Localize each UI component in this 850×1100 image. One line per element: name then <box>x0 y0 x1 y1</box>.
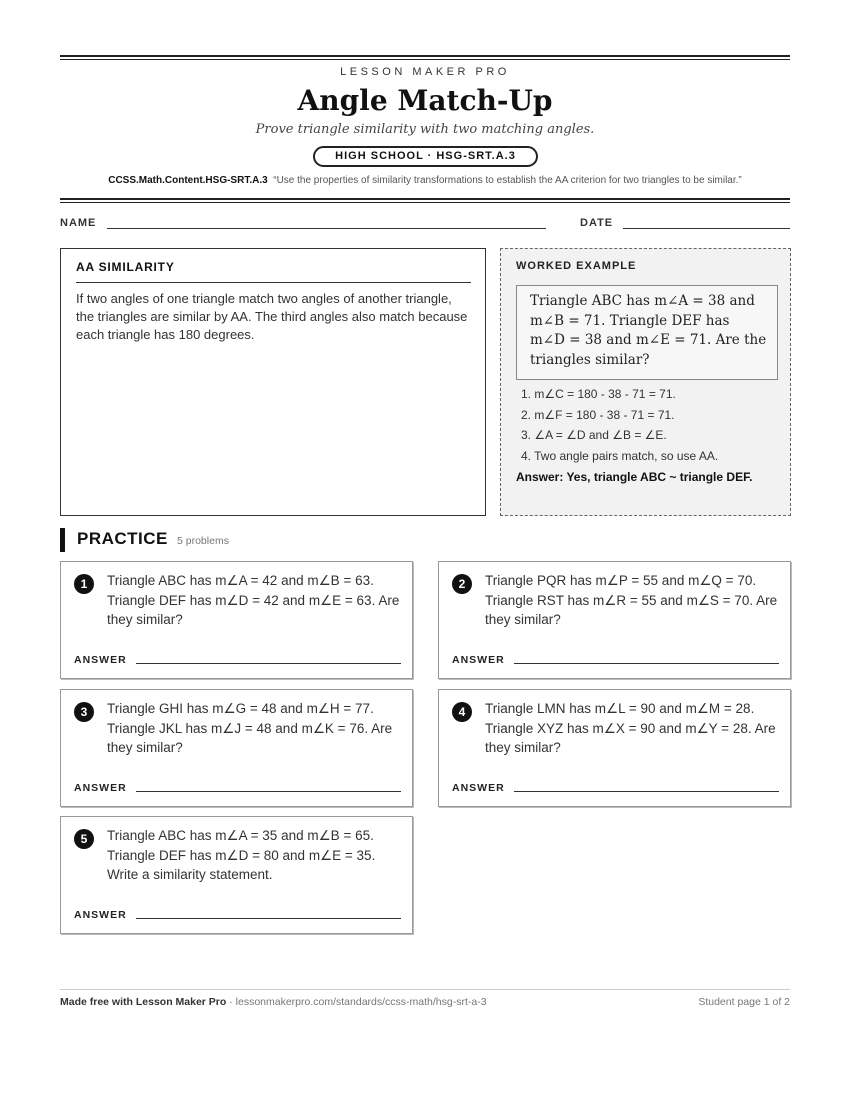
name-field[interactable] <box>107 228 546 229</box>
concept-title: AA SIMILARITY <box>76 260 175 274</box>
footer-made-with: Made free with Lesson Maker Pro <box>60 996 227 1008</box>
practice-card-4 <box>438 689 791 807</box>
answer-label: ANSWER <box>74 782 127 794</box>
level-badge: HIGH SCHOOL · HSG-SRT.A.3 <box>313 146 538 167</box>
worked-step: 1. m∠C = 180 - 38 - 71 = 71. <box>521 387 676 401</box>
answer-label: ANSWER <box>452 654 505 666</box>
problem-text: Triangle LMN has m∠L = 90 and m∠M = 28. Triangle XYZ has m∠X = 90 and m∠Y = 28. Are they similar? <box>485 701 776 755</box>
standard-line <box>0 175 850 186</box>
practice-card-2 <box>438 561 791 679</box>
worked-step: 4. Two angle pairs match, so use AA. <box>521 448 719 463</box>
brand-name: LESSON MAKER PRO <box>340 66 510 78</box>
worked-example-steps <box>521 384 718 466</box>
practice-accent-bar <box>60 528 65 552</box>
worked-step: 3. ∠A = ∠D and ∠B = ∠E. <box>521 428 667 442</box>
answer-field[interactable] <box>514 663 779 664</box>
header-top-rule <box>60 55 790 60</box>
footer-page-number: Student page 1 of 2 <box>698 996 790 1008</box>
problem-number: 1 <box>74 574 94 594</box>
practice-card-3 <box>60 689 413 807</box>
problem-number: 4 <box>452 702 472 722</box>
practice-card-1 <box>60 561 413 679</box>
problem-number: 5 <box>74 829 94 849</box>
date-label: DATE <box>580 217 614 229</box>
date-field[interactable] <box>623 228 790 229</box>
practice-card-5 <box>60 816 413 934</box>
problem-text: Triangle PQR has m∠P = 55 and m∠Q = 70. Triangle RST has m∠R = 55 and m∠S = 70. Are they similar? <box>485 573 778 627</box>
answer-field[interactable] <box>136 663 401 664</box>
practice-title: PRACTICE <box>77 529 168 548</box>
concept-divider <box>76 282 471 283</box>
answer-field[interactable] <box>136 791 401 792</box>
standard-code: CCSS.Math.Content.HSG-SRT.A.3 <box>108 175 268 186</box>
page-subtitle: Prove triangle similarity with two matching angles. <box>255 122 595 137</box>
header-bottom-rule <box>60 198 790 203</box>
footer-url[interactable]: · lessonmakerpro.com/standards/ccss-math/hsg-srt-a-3 <box>226 996 487 1008</box>
page-title: Angle Match-Up <box>297 84 553 117</box>
problem-number: 3 <box>74 702 94 722</box>
worked-example-box <box>500 248 791 516</box>
footer-rule <box>60 989 790 990</box>
footer-credit <box>60 996 487 1008</box>
worked-step: 2. m∠F = 180 - 38 - 71 = 71. <box>521 407 675 422</box>
answer-label: ANSWER <box>74 909 127 921</box>
answer-field[interactable] <box>136 918 401 919</box>
standard-text: “Use the properties of similarity transformations to establish the AA criterion for two triangles to be similar.” <box>273 175 742 186</box>
answer-field[interactable] <box>514 791 779 792</box>
answer-label: ANSWER <box>452 782 505 794</box>
concept-text: If two angles of one triangle match two angles of another triangle, the triangles are similar by AA. The third angles also match because each triangle has 180 degrees. <box>76 291 468 342</box>
problem-text: Triangle GHI has m∠G = 48 and m∠H = 77. Triangle JKL has m∠J = 48 and m∠K = 76. Are they similar? <box>107 701 393 755</box>
problem-text: Triangle ABC has m∠A = 35 and m∠B = 65. Triangle DEF has m∠D = 80 and m∠E = 35. Write a similarity statement. <box>107 828 376 882</box>
worked-example-problem: Triangle ABC has m∠A = 38 and m∠B = 71. Triangle DEF has m∠D = 38 and m∠E = 71. Are the triangles similar? <box>516 285 778 380</box>
answer-label: ANSWER <box>74 654 127 666</box>
problem-text: Triangle ABC has m∠A = 42 and m∠B = 63. Triangle DEF has m∠D = 42 and m∠E = 63. Are they similar? <box>107 573 400 627</box>
practice-count: 5 problems <box>177 535 229 547</box>
concept-box <box>60 248 486 516</box>
name-label: NAME <box>60 217 97 229</box>
worked-example-title: WORKED EXAMPLE <box>516 260 637 272</box>
worked-example-answer: Answer: Yes, triangle ABC ~ triangle DEF. <box>516 470 753 484</box>
problem-number: 2 <box>452 574 472 594</box>
